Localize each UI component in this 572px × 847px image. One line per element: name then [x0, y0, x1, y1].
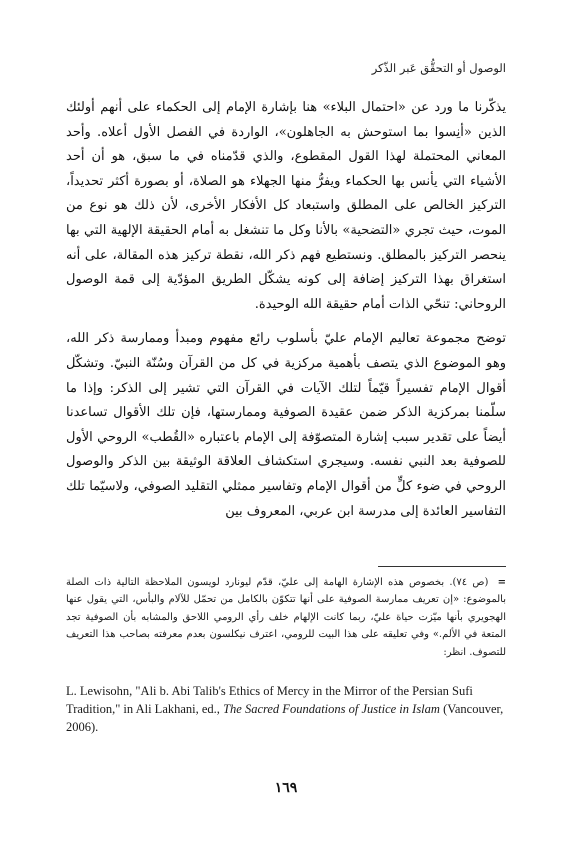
footnote — [66, 574, 506, 661]
running-header: الوصول أو التحقُّق عَبر الذّكر — [371, 61, 506, 75]
citation-author-article: L. Lewisohn, "Ali b. Abi Talib's Ethics of Mercy in the Mirror of the Persian Sufi Tradition," in Ali Lakhani, ed., — [66, 684, 473, 717]
main-text — [66, 96, 506, 524]
page-number: ١٦٩ — [274, 780, 298, 796]
footnote-citation — [66, 682, 506, 737]
citation-publication: (Vancouver, 2006). — [66, 702, 504, 735]
footnote-marker: = — [497, 577, 506, 588]
footnote-arabic-text: (ص ٧٤). بخصوص هذه الإشارة الهامة إلى عليّ، قدّم ليونارد لويسون الملاحظة التالية ذات الصلة بالموضوع: «إن تعريف ممارسة الصوفية على أنها تتكوّن بالكامل من تحمّل للآلام والبأس، التي يقول عنها الهجويري بأنها ميّزت حياة عليّ، ربما كانت الإلهام خلف رأي الرومي اللاحق والمشابه بأن الصوفية تجد المتعة في الألم.» وفي تعليقه على هذا البيت للرومي، اعترف نيكلسون بعدم معرفته بصاحب هذا التعريف للتصوف. انظر: — [66, 577, 506, 658]
citation-book-title: The Sacred Foundations of Justice in Islam — [223, 702, 440, 717]
paragraph-1: يذكّرنا ما ورد عن «احتمال البلاء» هنا بإشارة الإمام إلى الحكماء على أنهم أولئك الذين «أنِسوا بما استوحش به الجاهلون»، الواردة في الفصل الأول أعلاه. وأحد المعاني المحتملة لهذا القول المقطوع، والذي قدّمناه في ما سبق، هو أن أحد الأشياء التي يأنس بها الحكماء ويفرُّ منها الجهلاء هو الصلاة، أو بصورة أكثر تحديداً، التركيز الخالص على المطلق واستبعاد كل الأفكار الأخرى، لأن ذلك هو نوع من الموت، حيث تجري «التضحية» بالأنا وكل ما تنشغل به أمام الحقيقة الإلهية التي بها ينحصر التركيز بالمطلق. ونستطيع فهم ذكر الله، نقطة تركيز هذه المقالة، على أنه استغراق بهذا التركيز إضافة إلى كونه يشكّل الطريق المؤدّية إلى قمة الوصول الروحاني: تنحّي الذات أمام حقيقة الله الوحيدة. — [66, 100, 506, 312]
paragraph-2: توضح مجموعة تعاليم الإمام عليّ بأسلوب رائع مفهوم ومبدأ وممارسة ذكر الله، وهو الموضوع الذي يتصف بأهمية مركزية في كل من القرآن وسُنّة النبيّ. وتشكّل أقوال الإمام تفسيراً قيّماً لتلك الآيات في القرآن التي تشير إلى الذكر: وإذا ما سلّمنا بمركزية الذكر ضمن عقيدة الصوفية وممارستها، فإن تلك الأقوال تساعدنا أيضاً على تقدير سبب إشارة المتصوّفة إلى الإمام باعتباره «القُطب» الروحي الأول للصوفية بعد النبي نفسه. وسيجري استكشاف العلاقة الوثيقة بين الذكر والوصول الروحي في ضوء كلٍّ من أقوال الإمام وتفاسير ممثلي التقليد الصوفي، ولاسيّما تلك التفاسير العائدة إلى مدرسة ابن عربي، المعروف بين — [66, 331, 506, 519]
footnote-divider — [378, 566, 506, 567]
